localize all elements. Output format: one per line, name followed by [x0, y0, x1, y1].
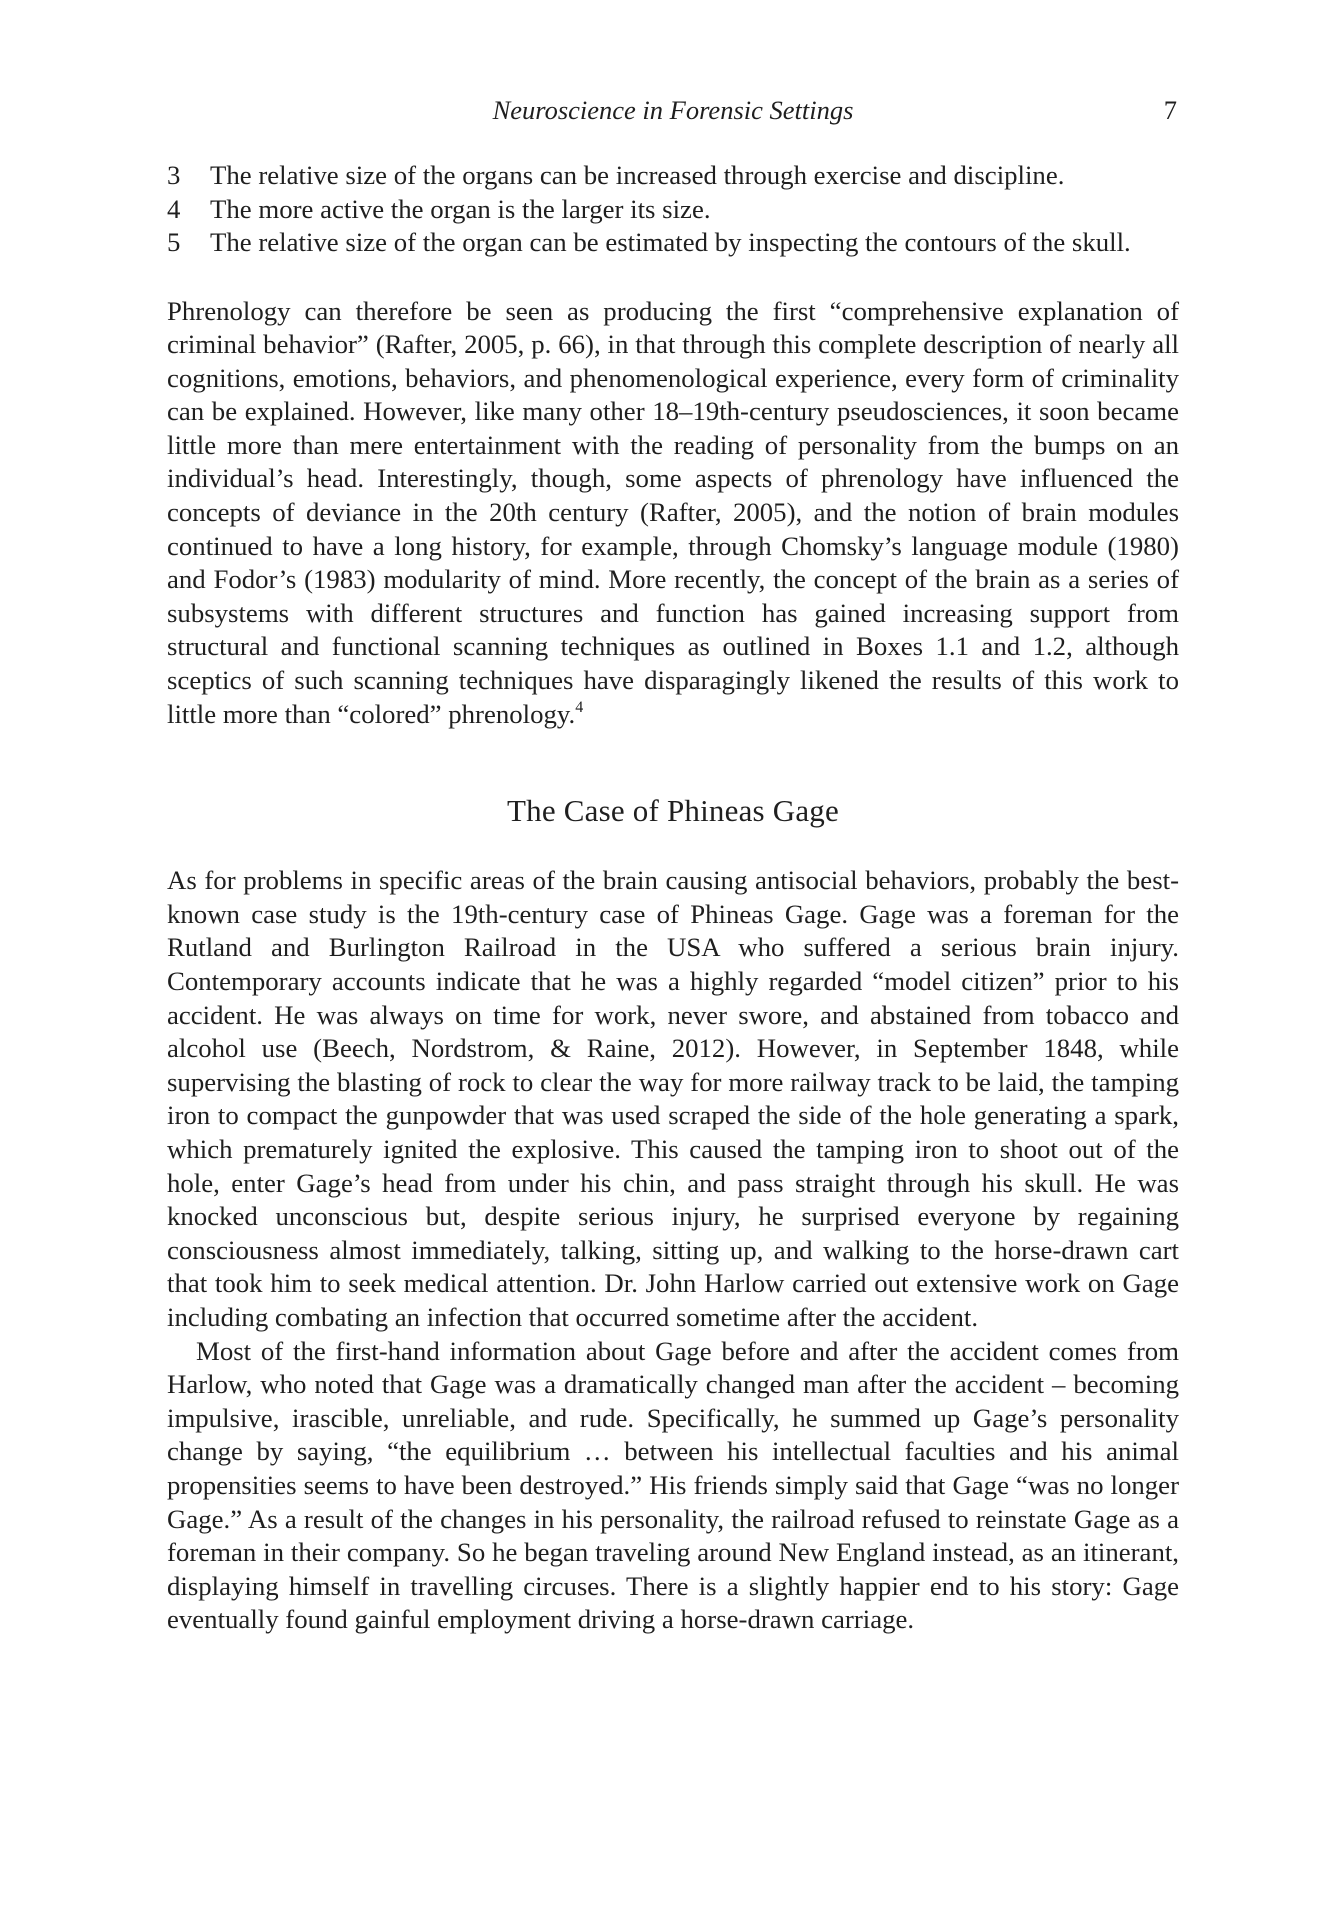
body-paragraph [167, 295, 1179, 732]
list-item [167, 226, 1179, 260]
section-heading: The Case of Phineas Gage [507, 793, 839, 829]
list-item [167, 193, 1179, 227]
running-head-title: Neuroscience in Forensic Settings [492, 95, 854, 125]
list-item-text: The relative size of the organs can be increased through exercise and discipline. [210, 160, 1065, 190]
list-item-number: 4 [167, 193, 181, 224]
list-item-number: 5 [167, 227, 181, 257]
paragraph-text: Phrenology can therefore be seen as producing the first “comprehensive explanation of criminal behavior” (Rafter, 2005, p. 66), in that through this complete description of nearly all cognitions, emotions, behaviors, and phenomenological experience, every form of criminality can be explained. However, like many other 18–19th-century pseudosciences, it soon became little more than mere entertainment with the reading of personality from the bumps on an individual’s head. Interestingly, though, some aspects of phrenology have influenced the concepts of deviance in the 20th century (Rafter, 2005), and the notion of brain modules continued to have a long history, for example, through Chomsky’s language module (1980) and Fodor’s (1983) modularity of mind. More recently, the concept of the brain as a series of subsystems with different structures and function has gained increasing support from structural and functional scanning techniques as outlined in Boxes 1.1 and 1.2, although sceptics of such scanning techniques have disparagingly likened the results of this work to little more than “colored” phrenology. [167, 295, 1179, 729]
body-paragraph: Most of the first-hand information about Gage before and after the accident comes from Harlow, who noted that Gage was a dramatically changed man after the accident – becoming impulsive, irascible, unreliable, and rude. Specifically, he summed up Gage’s personality change by saying, “the equilibrium … between his intellectual faculties and his animal propensities seems to have been destroyed.” His friends simply said that Gage “was no longer Gage.” As a result of the changes in his personality, the railroad refused to reinstate Gage as a foreman in their company. So he began traveling around New England instead, as an itinerant, displaying himself in travelling circuses. There is a slightly happier end to his story: Gage eventually found gainful employment driving a horse-drawn carriage. [167, 1335, 1179, 1635]
book-page [167, 95, 1179, 1637]
body-paragraph: As for problems in specific areas of the brain causing antisocial behaviors, probably the best-known case study is the 19th-century case of Phineas Gage. Gage was a foreman for the Rutland and Burlington Railroad in the USA who suffered a serious brain injury. Contemporary accounts indicate that he was a highly regarded “model citizen” prior to his accident. He was always on time for work, never swore, and abstained from tobacco and alcohol use (Beech, Nordstrom, & Raine, 2012). However, in September 1848, while supervising the blasting of rock to clear the way for more railway track to be laid, the tamping iron to compact the gunpowder that was used scraped the side of the hole generating a spark, which prematurely ignited the explosive. This caused the tamping iron to shoot out of the hole, enter Gage’s head from under his chin, and pass straight through his skull. He was knocked unconscious but, despite serious injury, he surprised everyone by regaining consciousness almost immediately, talking, sitting up, and walking to the horse-drawn cart that took him to seek medical attention. Dr. John Harlow carried out extensive work on Gage including combating an infection that occurred sometime after the accident. [167, 865, 1179, 1332]
list-item [167, 159, 1179, 193]
list-item-text: The more active the organ is the larger its size. [210, 193, 711, 224]
numbered-list [167, 159, 1179, 260]
list-item-number: 3 [167, 160, 181, 190]
page-number: 7 [1163, 95, 1177, 125]
footnote-reference: 4 [575, 698, 584, 716]
running-head [167, 95, 1179, 129]
list-item-text: The relative size of the organ can be estimated by inspecting the contours of the skull. [210, 227, 1131, 257]
